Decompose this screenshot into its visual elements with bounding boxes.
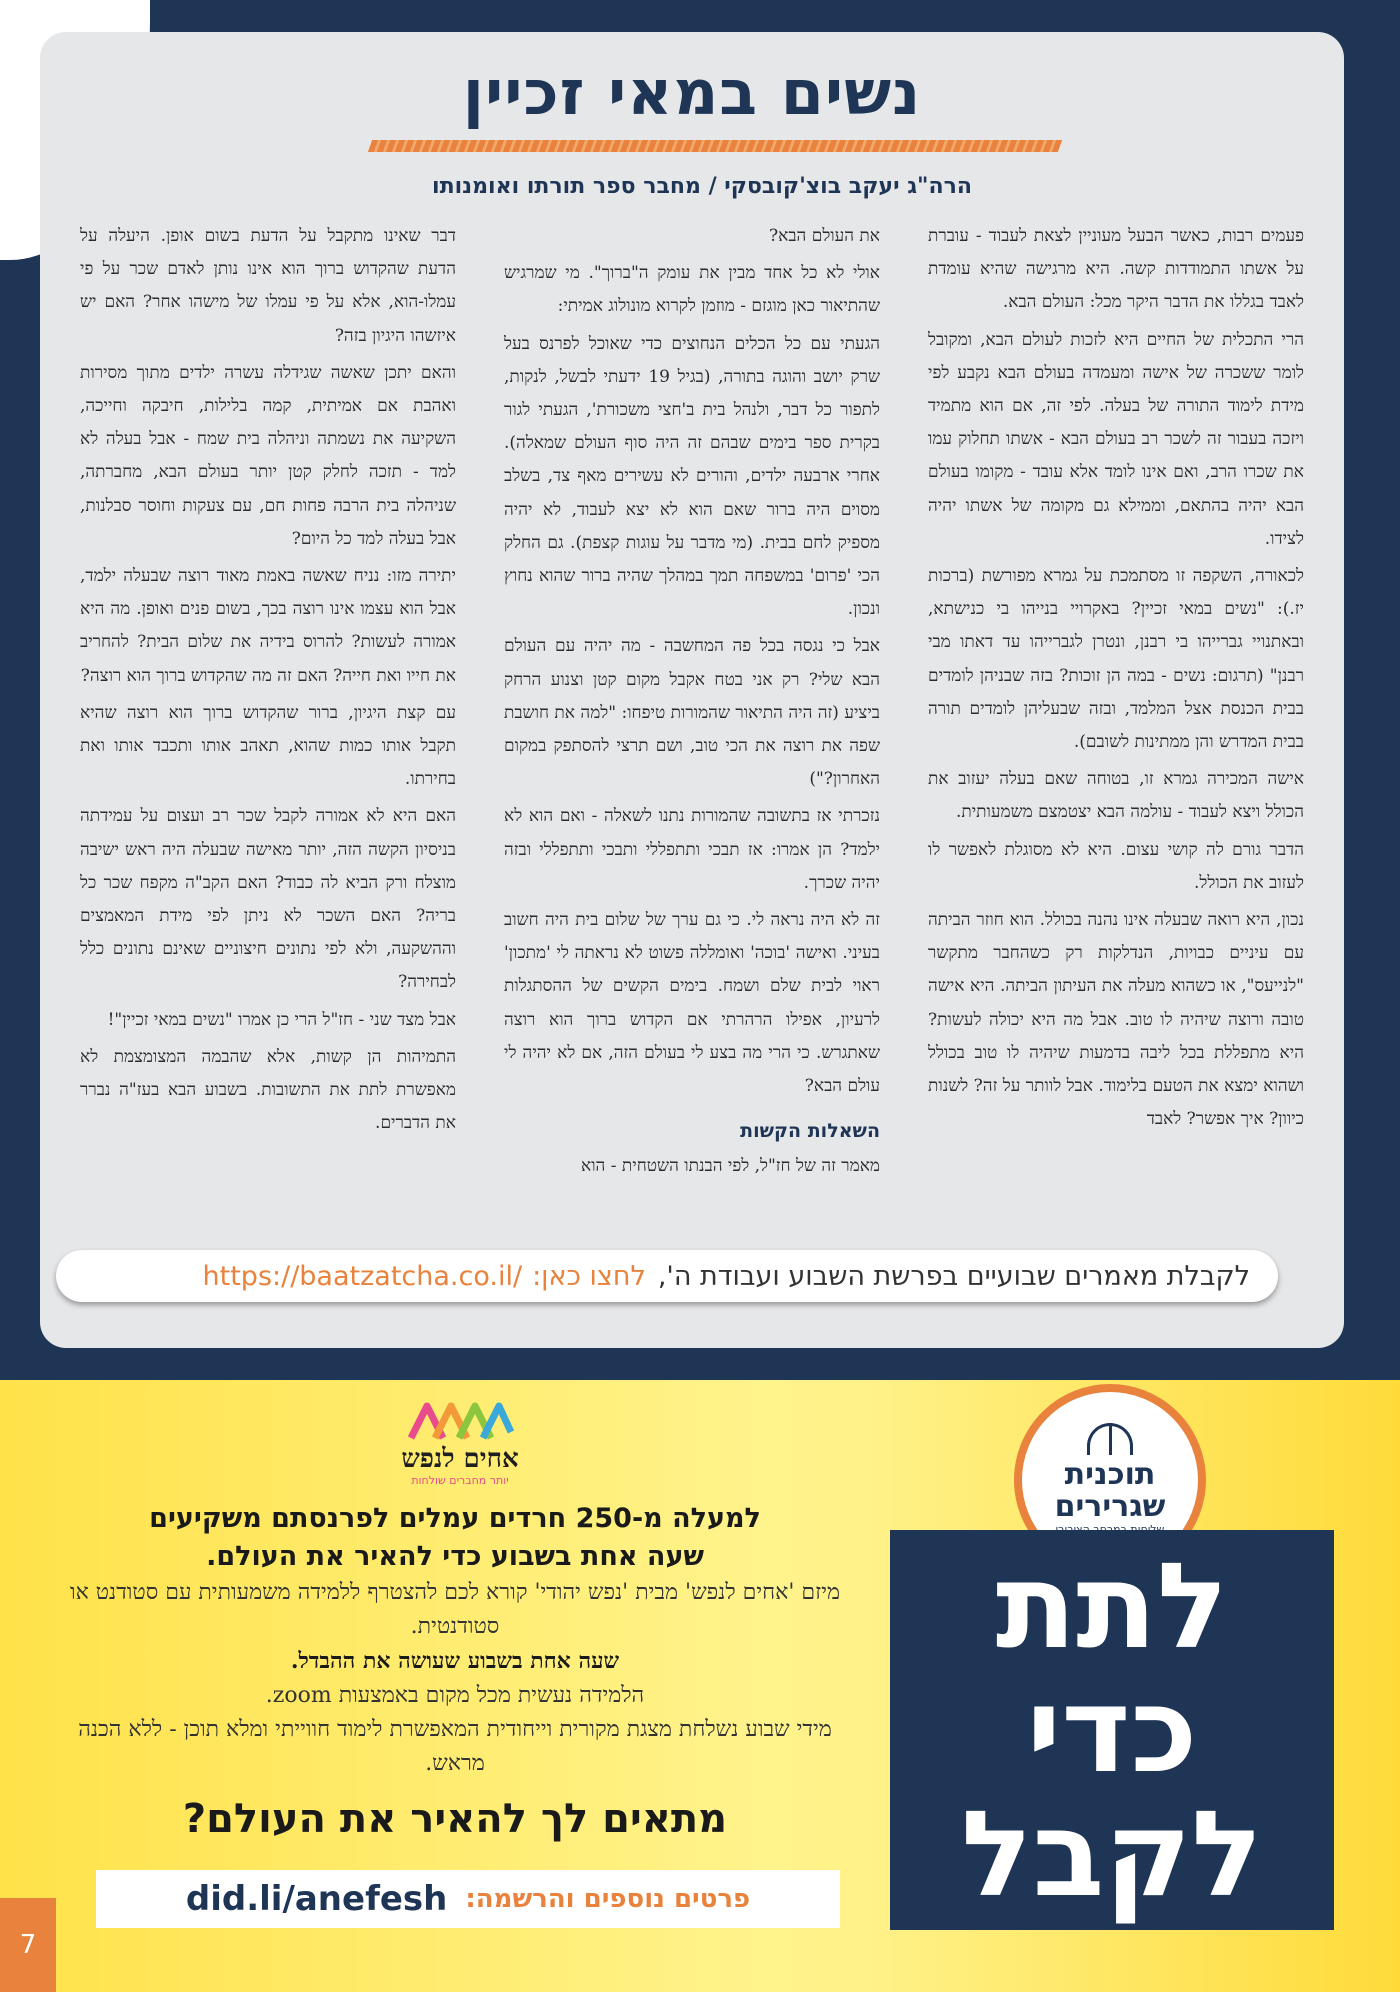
slogan-line: כדי [1026,1661,1198,1799]
ad-body-text [60,1644,850,1679]
slogan-line: לקבל [961,1785,1263,1923]
ahim-lanefesh-logo [380,1398,540,1502]
registration-url-link[interactable]: did.li/anefesh [185,1879,448,1919]
globe-icon [1087,1423,1133,1455]
article-column-3 [80,220,456,1298]
article-column-2 [504,220,880,1298]
ad-question: מתאים לך להאיר את העולם? [182,1796,728,1842]
section-subheading: השאלות הקשות [740,1120,880,1143]
subscribe-text: לקבלת מאמרים שבועיים בפרשת השבוע ועבודת ה', [657,1260,1250,1292]
ad-headline: למעלה מ-250 חרדים עמלים לפרנסתם משקיעים [149,1503,761,1534]
paragraph: נזכרתי אז בתשובה שהמורות נתנו לשאלה - ואם הוא לא ילמד? הן אמרו: אז תבכי ותתפללי ותבכי ותתפללי ובזה יהיה שכרך. [504,806,880,893]
ad-emphasis: שעה אחת בשבוע שעושה את ההבדל. [290,1648,620,1674]
registration-label: פרטים נוספים והרשמה: [465,1884,751,1914]
ad-body-text: הלמידה נעשית מכל מקום באמצעות zoom. [265,1683,645,1708]
paragraph: אישה המכירה גמרא זו, בטוחה שאם בעלה יעזוב את הכולל ויצא לעבוד - עולמה הבא יצטמצם משמעותית. [928,769,1304,823]
logo-text: שגרירים [1054,1489,1166,1524]
paragraph: אולי לא כל אחד מבין את עומק ה"ברוך". מי שמרגיש שהתיאור כאן מוגזם - מוזמן לקרוא מונולוג אמיתי: [504,263,880,317]
ahim-logo-mark-icon [405,1398,515,1444]
ahim-logo-tagline: יותר מחברים שולחות [411,1474,509,1487]
paragraph: פעמים רבות, כאשר הבעל מעוניין לצאת לעבוד - עוברת על אשתו התמודדות קשה. היא מרגישה שהיא עומדת לאבד בגללו את הדבר היקר מכל: העולם הבא. [928,226,1304,313]
paragraph: הרי התכלית של החיים היא לזכות לעולם הבא, ומקובל לומר ששכרה של אישה ומעמדה בעולם הבא נקבע לפי מידת לימוד התורה של בעלה. לפי זה, אם הוא מתמיד ויזכה בעבור זה לשכר רב בעולם הבא - אשתו תחלוק עמו את שכרו הרב, ואם אינו לומד אלא עובד - מקומו בעולם הבא יהיה בהתאם, וממילא גם מקומה של אשתו יהיה לצידו. [928,329,1304,549]
ad-body-text: מידי שבוע נשלחת מצגת מקורית וייחודית המאפשרת לימוד חווייתי ומלא תוכן - ללא הכנה מראש. [78,1717,832,1776]
article-title: נשים במאי זכיין [462,56,922,129]
slogan-line: לתת [995,1537,1229,1675]
article-column-1 [928,220,1304,1298]
paragraph: האם היא לא אמורה לקבל שכר רב ועצום על עמידתה בניסיון הקשה הזה, יותר מאישה שבעלה היה ראש ישיבה מוצלח ורק הביא לה כבוד? האם הקב"ה מקפח שכר כל בריה? האם השכר לא ניתן לפי מידת המאמצים וההשקעה, ולא לפי נתונים חיצוניים שאינם נתונים כלל לבחירה? [80,806,456,993]
registration-bar[interactable] [96,1870,840,1928]
paragraph: הגעתי עם כל הכלים הנחוצים כדי שאוכל לפרנס בעל שרק יושב והוגה בתורה, (בגיל 19 ידעתי לבשל, לנקות, לתפור כל דבר, ולנהל בית ב'חצי משכורת', הגעתי לגור בקרית ספר בימים שבהם זה היה סוף העולם שמאלה). אחרי ארבעה ילדים, והורים לא עשירים מאף צד, בשלב מסוים היה ברור שאם הוא לא יצא לעבוד, לא יהיה מספיק לחם בבית. (מי מדבר על עוגות קצפת). גם החלק הכי 'פרום' במשפחה תמך במהלך שהיה ברור שהוא נחוץ ונכון. [504,333,880,620]
ad-headline: שעה אחת בשבוע כדי להאיר את העולם. [206,1541,704,1572]
click-here-label[interactable]: לחצו כאן: [532,1260,646,1292]
paragraph: אבל מצד שני - חז"ל הרי כן אמרו "נשים במאי זכיין"! [107,1009,456,1030]
paragraph: לכאורה, השקפה זו מסתמכת על גמרא מפורשת (ברכות יז.): "נשים במאי זכיין? באקרויי בנייהו בי כנישתא, ובאתנויי גברייהו בי רבנן, ונטרן לגברייהו עד דאתו מבי רבנן" (תרגום: נשים - במה הן זוכות? בזה שבניהן לומדים בבית הכנסת אצל המלמד, ובזה שבעליהן לומדים תורה בבית המדרש והן ממתינות לשובם). [928,566,1304,753]
article-card [40,32,1344,1348]
paragraph: אבל כי נגסה בכל פה המחשבה - מה יהיה עם העולם הבא שלי? רק אני בטח אקבל מקום קטן וצנוע הרחק ביציע (זה היה התיאור שהמורות טיפחו: "למה את חושבת שפה את רוצה את הכי טוב, ושם תרצי להסתפק במקום האחרון?") [504,636,880,790]
paragraph: זה לא היה נראה לי. כי גם ערך של שלום בית היה חשוב בעיני. ואישה 'בוכה' ואומללה פשוט לא נראתה לי 'מתכון' ראוי לבית שלם ושמח. בימים הקשים של ההסתגלות לרעיון, אפילו הרהרתי אם הקדוש ברוך הוא רוצה שאתגרש. כי הרי מה בצע לי בעולם הזה, אם לא יהיה לי עולם הבא? [504,910,880,1097]
paragraph: מאמר זה של חז"ל, לפי הבנתו השטחית - הוא [581,1156,880,1177]
logo-text: תוכנית [1064,1457,1156,1492]
paragraph: עם קצת היגיון, ברור שהקדוש ברוך הוא רוצה שהיא תקבל אותו כמות שהוא, תאהב אותו ותכבד אותו ואת בחירתו. [80,702,456,790]
article-columns [80,220,1304,1298]
page-number: 7 [0,1898,56,1992]
title-underline-rule [368,140,1062,152]
article-author: הרה"ג יעקב בוצ'קובסקי / מחבר ספר תורתו ואומנותו [432,174,972,199]
paragraph: הדבר גורם לה קושי עצום. היא לא מסוגלת לאפשר לו לעזוב את הכולל. [928,839,1304,893]
ad-body-text: מיזם 'אחים לנפש' מבית 'נפש יהודי' קורא לכם להצטרף ללמידה משמעותית עם סטודנט או סטודנטית. [69,1580,841,1639]
ahim-logo-name: אחים לנפש [401,1444,519,1474]
paragraph: יתירה מזו: נניח שאשה באמת מאוד רוצה שבעלה ילמד, אבל הוא עצמו אינו רוצה בכך, בשום פנים ואופן. מה היא אמורה לעשות? להרוס בידיה את שלום הבית? להחריב את חייו ואת חייה? האם זה מה שהקדוש ברוך הוא רוצה? [80,566,456,686]
paragraph: והאם יתכן שאשה שגידלה עשרה ילדים מתוך מסירות ואהבת אם אמיתית, קמה בלילות, חיבקה וחייכה, השקיעה את נשמתה וניהלה בית שמח - אבל בעלה לא למד - תזכה לחלק קטן יותר בעולם הבא, מחברתה, שניהלה בית הרבה פחות חם, עם צעקות וחוסר סבלנות, אבל בעלה למד כל היום? [80,362,456,549]
paragraph: נכון, היא רואה שבעלה אינו נהנה בכולל. הוא חוזר הביתה עם עיניים כבויות, הנדלקות רק כשהחבר מתקשר "לנייעס", או כשהוא מעלה את העיתון הביתה. היא אישה טובה ורוצה שיהיה לו טוב. אבל מה היא יכולה לעשות? היא מתפללת בכל ליבה בדמעות שיהיה לו טוב בכולל ושהוא ימצא את הטעם בלימוד. אבל לוותר על זה? לשנות כיוון? איך אפשר? לאבד [928,910,1304,1130]
paragraph: התמיהות הן קשות, אלא שהבמה המצומצמת לא מאפשרת לתת את התשובות. בשבוע הבא בעז"ה נברר את הדברים. [80,1046,456,1134]
subscribe-url-link[interactable]: https://baatzatcha.co.il/ [202,1260,523,1292]
slogan-box [890,1530,1334,1930]
subscribe-link-bar[interactable] [56,1250,1278,1302]
ad-copy [60,1500,850,1781]
paragraph: את העולם הבא? [769,226,880,246]
paragraph: דבר שאינו מתקבל על הדעת בשום אופן. היעלה על הדעת שהקדוש ברוך הוא אינו נותן לאדם שכר על פי עמלו-הוא, אלא על פי עמלו של מישהו אחר? האם יש איזשהו היגיון בזה? [80,226,456,346]
